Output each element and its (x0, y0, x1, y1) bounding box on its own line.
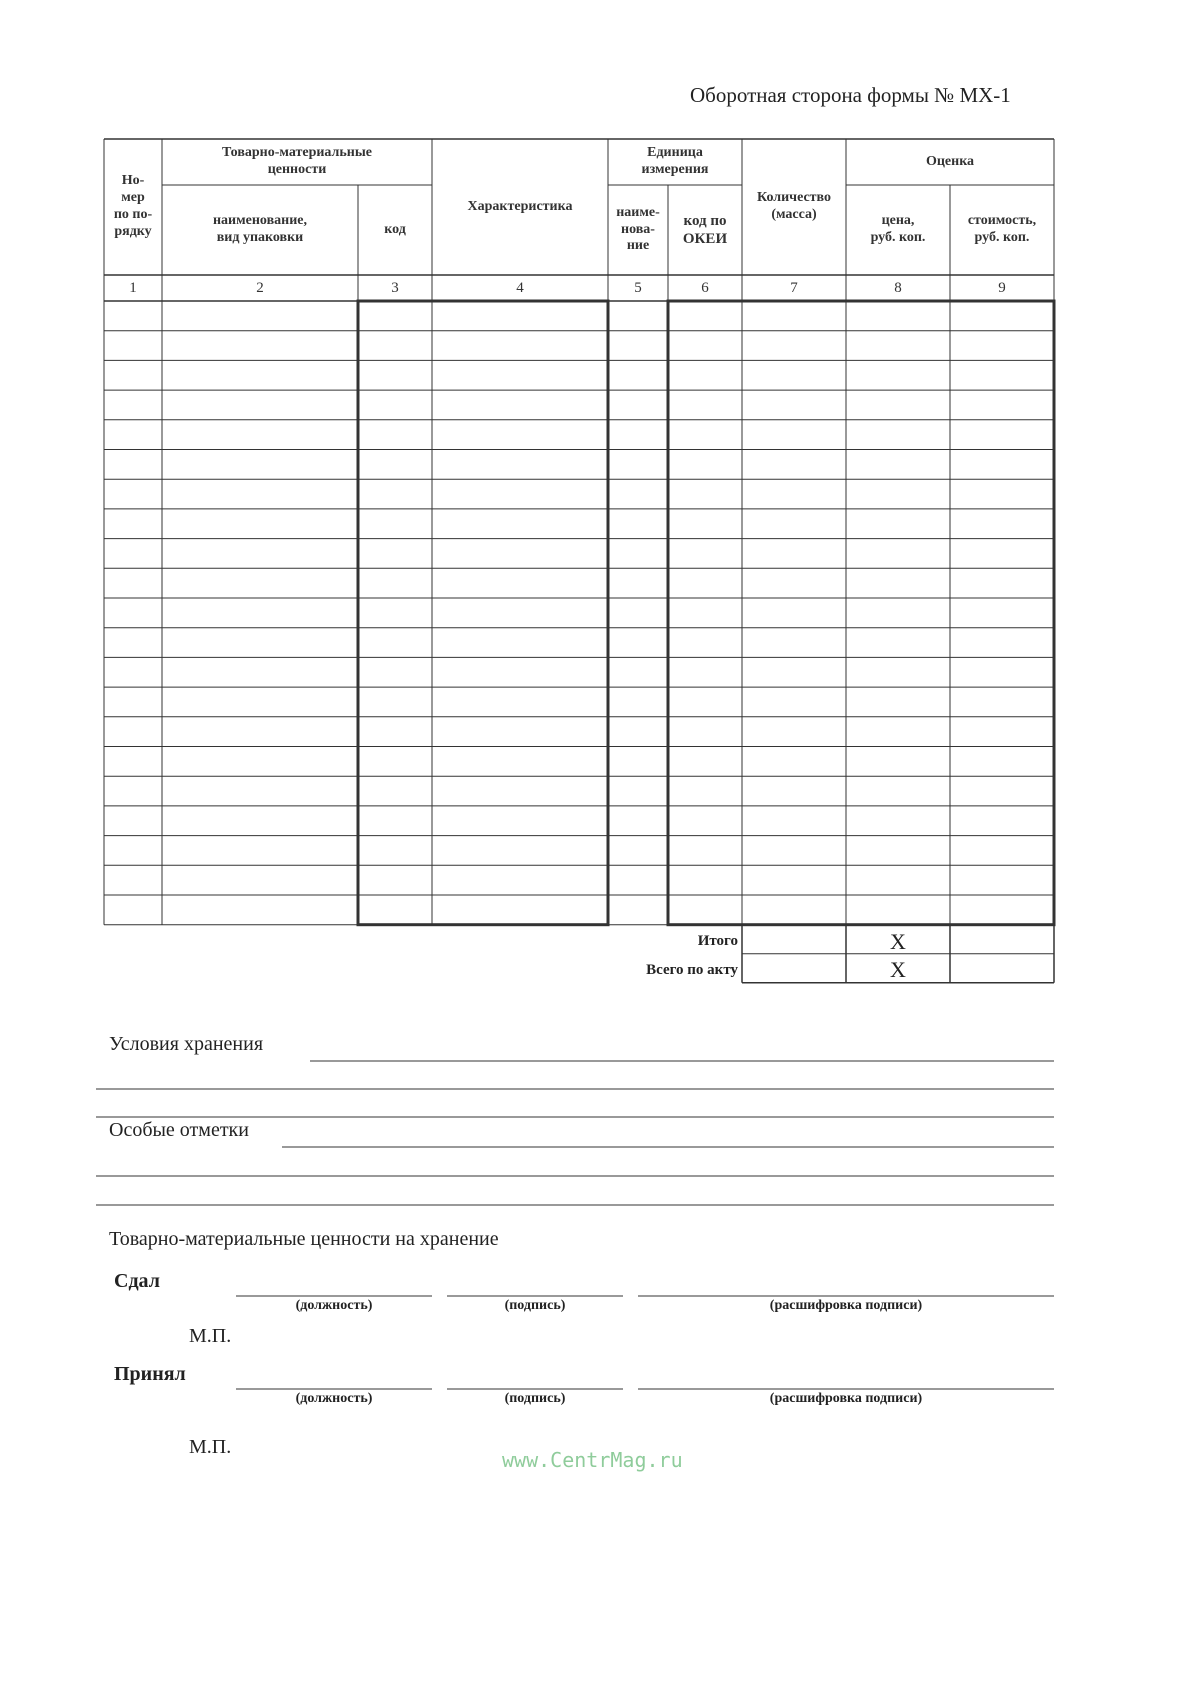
header-unit-name: наиме- нова- ние (616, 204, 660, 254)
col-number-8: 8 (894, 280, 902, 296)
handed-signature-caption: (подпись) (504, 1298, 566, 1313)
handed-stamp-label: М.П. (189, 1325, 232, 1347)
handed-position-caption: (должность) (295, 1298, 373, 1313)
col-number-5: 5 (634, 280, 642, 296)
handed-decoding-caption: (расшифровка подписи) (769, 1298, 923, 1313)
total-price-mark: Х (890, 929, 906, 954)
header-quantity: Количество (масса) (756, 190, 832, 222)
col-number-9: 9 (998, 280, 1006, 296)
header-characteristic: Характеристика (467, 198, 573, 214)
col-number-6: 6 (701, 280, 709, 296)
received-decoding-caption: (расшифровка подписи) (769, 1391, 923, 1406)
received-stamp-label: М.П. (189, 1436, 232, 1458)
header-unit-okei: код по ОКЕИ (682, 213, 728, 247)
grand-total-price-mark: Х (890, 957, 906, 982)
col-number-1: 1 (129, 280, 137, 296)
col-number-2: 2 (256, 280, 264, 296)
total-label: Итого (697, 933, 738, 949)
code-characteristic-frame (358, 301, 608, 925)
storage-conditions-label: Условия хранения (109, 1033, 264, 1055)
header-unit-group: Единица измерения (641, 145, 709, 177)
special-marks-label: Особые отметки (109, 1119, 249, 1141)
handover-title: Товарно-материальные ценности на хранение (109, 1228, 499, 1250)
received-position-caption: (должность) (295, 1391, 373, 1406)
received-signature-caption: (подпись) (504, 1391, 566, 1406)
handed-over-label: Сдал (114, 1270, 160, 1292)
header-code: код (384, 221, 406, 237)
header-name: наименование, вид упаковки (212, 213, 307, 245)
header-valuation-group: Оценка (925, 153, 975, 169)
col-number-7: 7 (790, 280, 798, 296)
watermark: www.CentrMag.ru (502, 1448, 683, 1472)
grand-total-label: Всего по акту (646, 962, 738, 978)
header-price: цена, руб. коп. (870, 213, 926, 245)
header-row-number: Но- мер по по- рядку (113, 173, 153, 239)
col-number-3: 3 (391, 280, 399, 296)
okei-valuation-frame (668, 301, 1054, 925)
header-tmc-group: Товарно-материальные ценности (221, 145, 373, 177)
header-cost: стоимость, руб. коп. (967, 213, 1037, 245)
received-label: Принял (114, 1363, 186, 1385)
form-side-title: Оборотная сторона формы № МХ-1 (690, 83, 1011, 107)
col-number-4: 4 (516, 280, 524, 296)
